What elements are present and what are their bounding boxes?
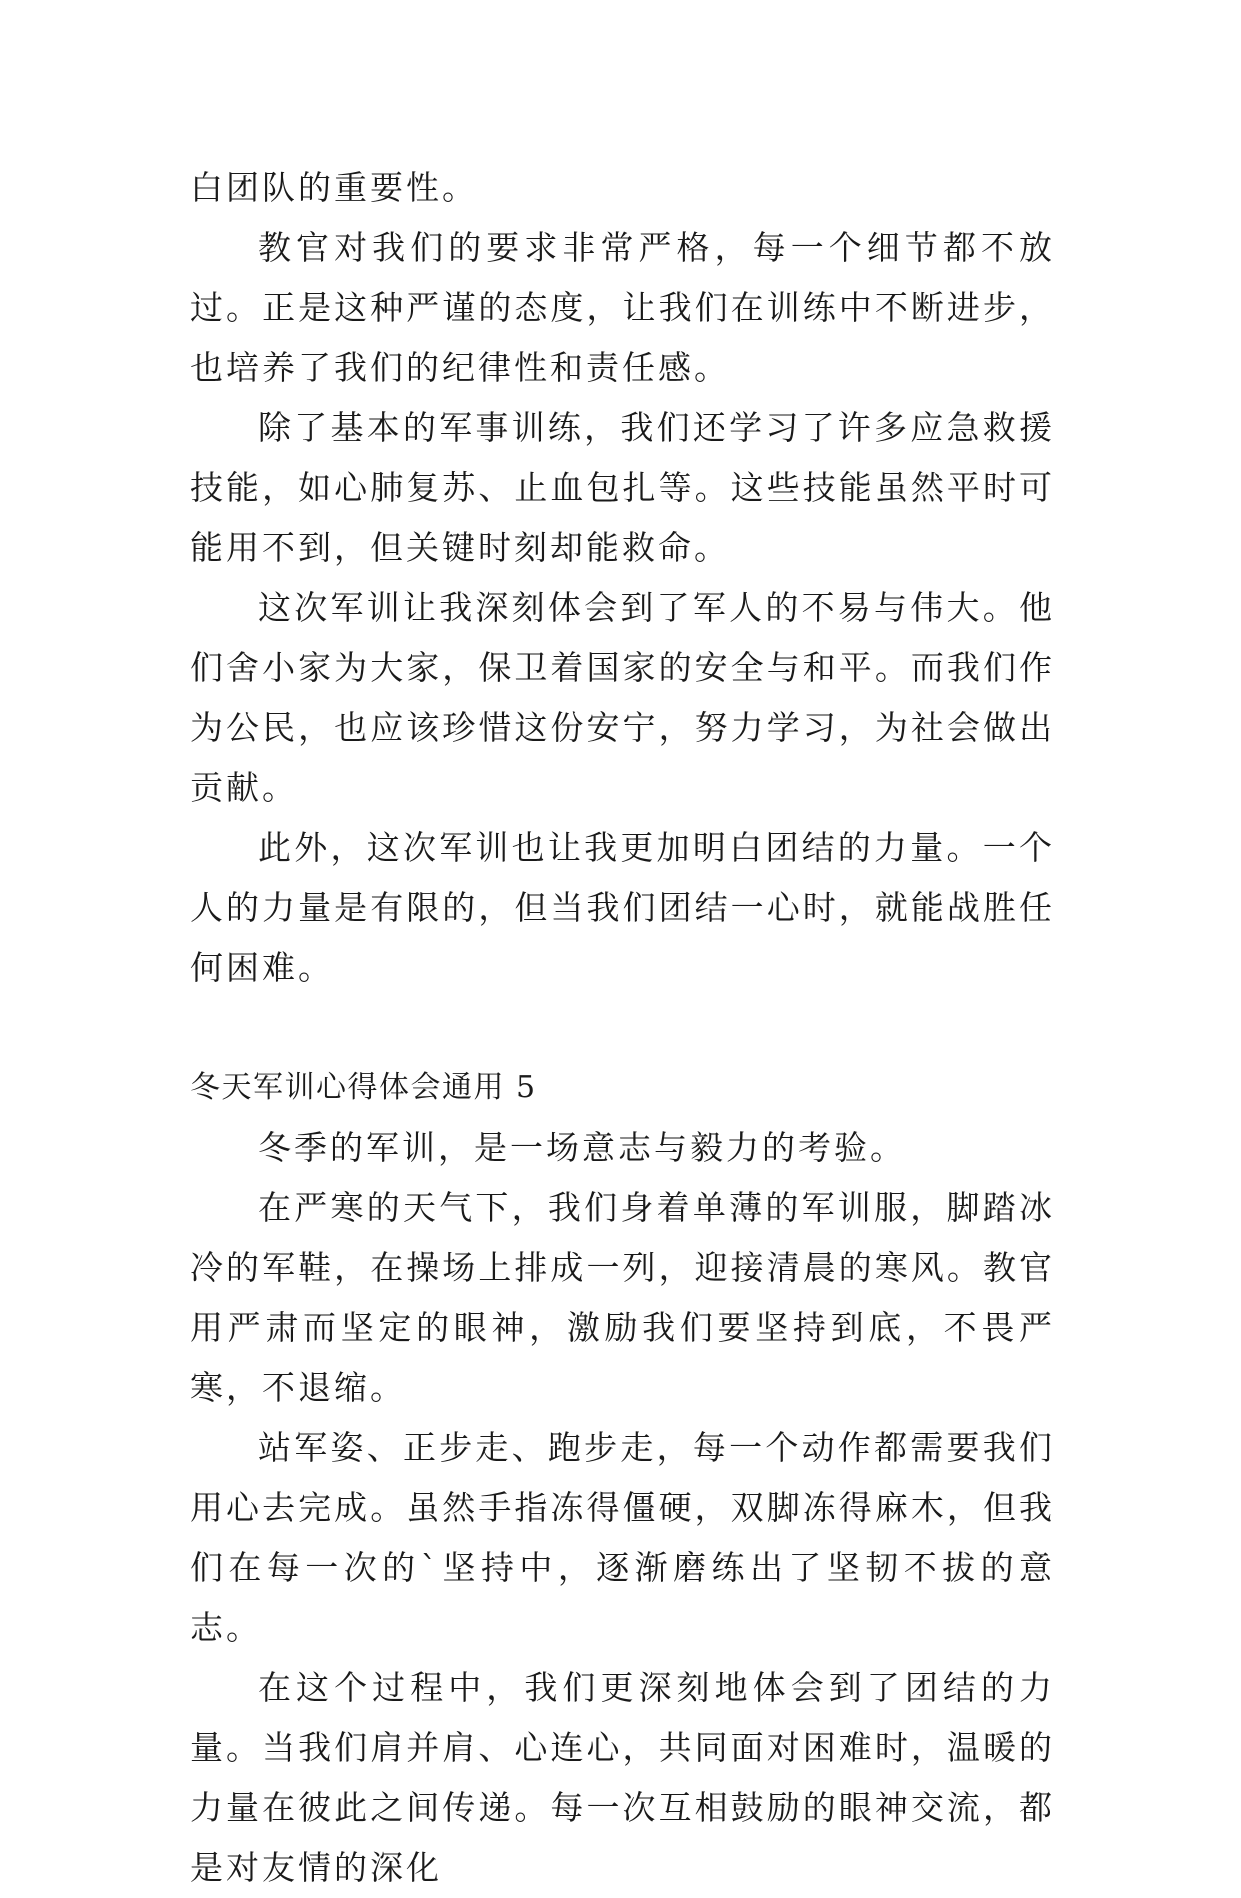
paragraph: 除了基本的军事训练，我们还学习了许多应急救援技能，如心肺复苏、止血包扎等。这些技能虽然平时可能用不到，但关键时刻却能救命。 [190, 408, 1055, 567]
paragraph: 在这个过程中，我们更深刻地体会到了团结的力量。当我们肩并肩、心连心，共同面对困难时，温暖的力量在彼此之间传递。每一次互相鼓励的眼神交流，都是对友情的深化 [190, 1668, 1055, 1887]
paragraph: 站军姿、正步走、跑步走，每一个动作都需要我们用心去完成。虽然手指冻得僵硬，双脚冻得麻木，但我们在每一次的`坚持中，逐渐磨练出了坚韧不拔的意志。 [190, 1428, 1055, 1647]
section-spacer [190, 998, 1055, 1058]
paragraph: 此外，这次军训也让我更加明白团结的力量。一个人的力量是有限的，但当我们团结一心时，就能战胜任何困难。 [190, 828, 1055, 987]
section-title: 冬天军训心得体会通用 5 [190, 1070, 537, 1105]
document-body [190, 158, 1055, 1898]
paragraph: 冬季的军训，是一场意志与毅力的考验。 [258, 1128, 906, 1167]
paragraph: 在严寒的天气下，我们身着单薄的军训服，脚踏冰冷的军鞋，在操场上排成一列，迎接清晨的寒风。教官用严肃而坚定的眼神，激励我们要坚持到底，不畏严寒，不退缩。 [190, 1188, 1055, 1407]
paragraph-continuation: 白团队的重要性。 [190, 168, 478, 207]
paragraph: 这次军训让我深刻体会到了军人的不易与伟大。他们舍小家为大家，保卫着国家的安全与和平。而我们作为公民，也应该珍惜这份安宁，努力学习，为社会做出贡献。 [190, 588, 1055, 807]
paragraph: 教官对我们的要求非常严格，每一个细节都不放过。正是这种严谨的态度，让我们在训练中不断进步，也培养了我们的纪律性和责任感。 [190, 228, 1055, 387]
